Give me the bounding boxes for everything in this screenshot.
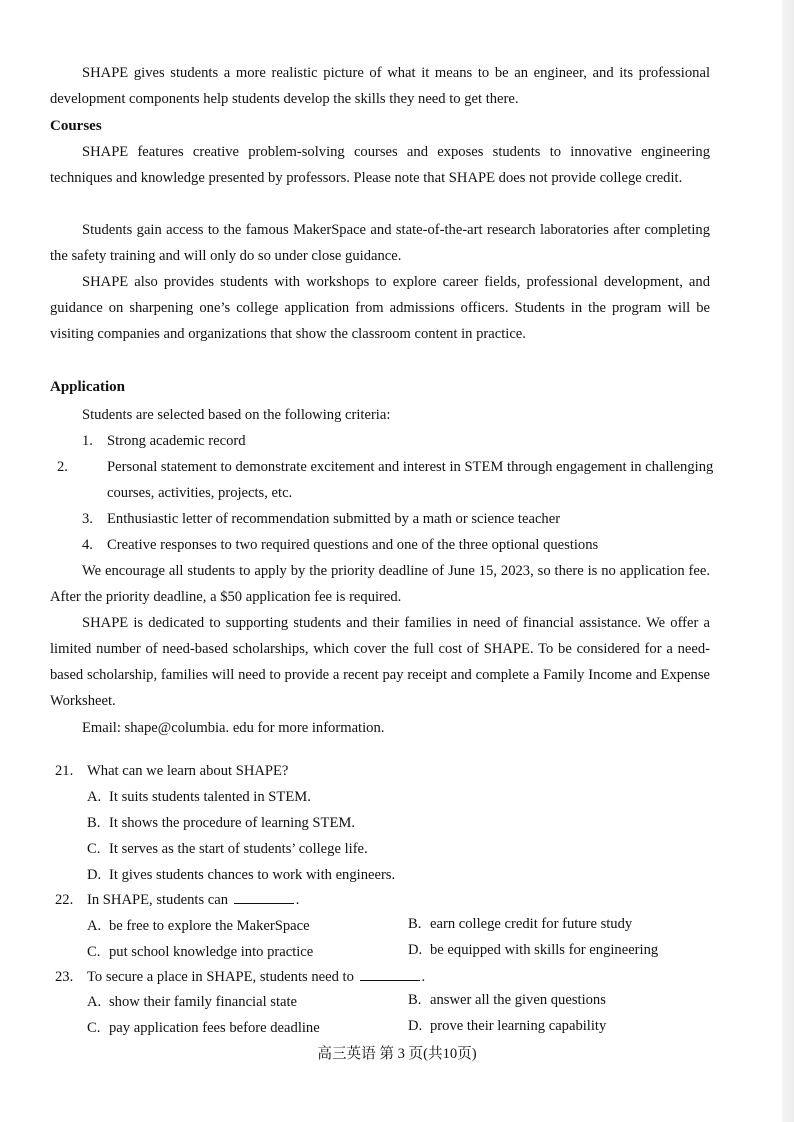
- email-line: Email: shape@columbia. edu for more information.: [82, 720, 385, 736]
- deadline-paragraph: We encourage all students to apply by the priority deadline of June 15, 2023, so there is no application fee. After the priority deadline, a $50 application fee is required.: [50, 563, 710, 605]
- page-footer: 高三英语 第 3 页(共10页): [317, 1046, 477, 1062]
- question-text: What can we learn about SHAPE?: [87, 763, 289, 779]
- question-23-option-c[interactable]: [87, 1015, 320, 1041]
- criteria-number: 2.: [57, 459, 68, 475]
- criteria-text: Creative responses to two required questions and one of the three optional questions: [107, 537, 599, 553]
- option-text: prove their learning capability: [430, 1018, 607, 1034]
- question-number: 22.: [55, 892, 74, 908]
- scholarship-paragraph: SHAPE is dedicated to supporting students and their families in need of financial assistance. We offer a limited number of need-based scholarships, which cover the full cost of SHAPE. To be considered for a need-based scholarship, families will need to provide a recent pay receipt and complete a Family Income and Expense Worksheet.: [50, 615, 710, 709]
- option-text: be free to explore the MakerSpace: [109, 918, 310, 934]
- option-text: answer all the given questions: [430, 992, 606, 1008]
- option-text: put school knowledge into practice: [109, 944, 314, 960]
- question-21-option-a[interactable]: [87, 784, 311, 810]
- question-21-option-d[interactable]: [87, 862, 395, 888]
- option-letter: B.: [408, 992, 422, 1008]
- question-21-stem: [55, 758, 705, 784]
- intro-paragraph: SHAPE gives students a more realistic picture of what it means to be an engineer, and its professional development components help students develop the skills they need to get there.: [50, 65, 710, 107]
- criteria-text: Personal statement to demonstrate excitement and interest in STEM through engagement in challenging courses, activities, projects, etc.: [107, 459, 714, 501]
- option-letter: A.: [87, 918, 102, 934]
- courses-paragraph-3: SHAPE also provides students with workshops to explore career fields, professional development, and guidance on sharpening one’s college application from admissions officers. Students in the program will be visiting companies and organizations that show the classroom content in practice.: [50, 274, 710, 342]
- criteria-number: 4.: [82, 537, 93, 553]
- question-22-option-d[interactable]: [408, 937, 658, 963]
- page-edge-strip: [782, 0, 794, 1122]
- question-22-option-b[interactable]: [408, 911, 632, 937]
- option-text: pay application fees before deadline: [109, 1020, 320, 1036]
- option-letter: C.: [87, 841, 101, 857]
- option-letter: D.: [408, 942, 423, 958]
- option-letter: D.: [408, 1018, 423, 1034]
- question-number: 23.: [55, 969, 74, 985]
- answer-blank[interactable]: [360, 966, 420, 981]
- criteria-item: [57, 454, 735, 506]
- question-number: 21.: [55, 763, 74, 779]
- option-letter: A.: [87, 789, 102, 805]
- application-heading: Application: [50, 379, 126, 395]
- question-21-option-c[interactable]: [87, 836, 368, 862]
- courses-paragraph-1: SHAPE features creative problem-solving courses and exposes students to innovative engineering techniques and knowledge presented by professors. Please note that SHAPE does not provide college credit.: [50, 144, 710, 186]
- question-21-option-b[interactable]: [87, 810, 355, 836]
- question-text: To secure a place in SHAPE, students need to: [87, 969, 354, 985]
- criteria-item: [82, 428, 710, 454]
- criteria-item: [82, 506, 710, 532]
- courses-paragraph-2: Students gain access to the famous MakerSpace and state-of-the-art research laboratories after completing the safety training and will only do so under close guidance.: [50, 222, 710, 264]
- question-23-stem: [55, 964, 705, 990]
- option-letter: B.: [87, 815, 101, 831]
- option-text: show their family financial state: [109, 994, 298, 1010]
- option-text: It gives students chances to work with engineers.: [109, 867, 396, 883]
- criteria-number: 3.: [82, 511, 93, 527]
- criteria-text: Strong academic record: [107, 433, 246, 449]
- option-text: It serves as the start of students’ college life.: [109, 841, 368, 857]
- answer-blank[interactable]: [234, 889, 294, 904]
- criteria-number: 1.: [82, 433, 93, 449]
- question-22-option-c[interactable]: [87, 939, 313, 965]
- option-letter: A.: [87, 994, 102, 1010]
- criteria-item: [82, 532, 710, 558]
- option-letter: C.: [87, 1020, 101, 1036]
- question-23-option-b[interactable]: [408, 987, 606, 1013]
- application-intro: Students are selected based on the following criteria:: [82, 407, 391, 423]
- option-letter: C.: [87, 944, 101, 960]
- question-22-option-a[interactable]: [87, 913, 310, 939]
- option-text: be equipped with skills for engineering: [430, 942, 659, 958]
- criteria-text: Enthusiastic letter of recommendation submitted by a math or science teacher: [107, 511, 561, 527]
- question-23-option-a[interactable]: [87, 989, 297, 1015]
- option-letter: D.: [87, 867, 102, 883]
- option-letter: B.: [408, 916, 422, 932]
- question-23-option-d[interactable]: [408, 1013, 606, 1039]
- question-text-end: .: [295, 892, 300, 908]
- option-text: earn college credit for future study: [430, 916, 633, 932]
- courses-heading: Courses: [50, 118, 102, 134]
- question-text: In SHAPE, students can: [87, 892, 229, 908]
- question-22-stem: [55, 887, 705, 913]
- option-text: It shows the procedure of learning STEM.: [109, 815, 356, 831]
- question-text-end: .: [421, 969, 426, 985]
- option-text: It suits students talented in STEM.: [109, 789, 311, 805]
